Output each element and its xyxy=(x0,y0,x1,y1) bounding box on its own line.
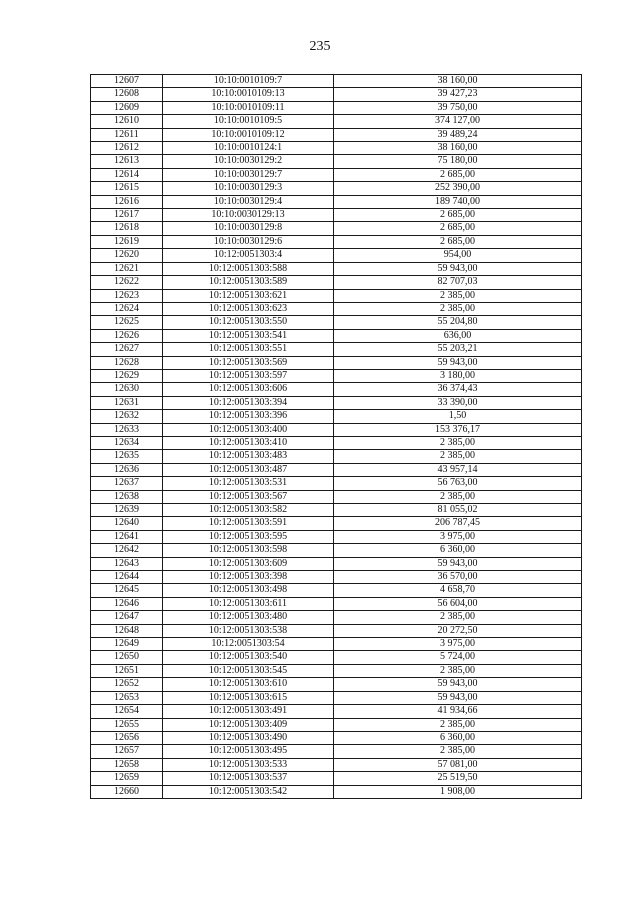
table-row xyxy=(91,772,582,785)
table-row xyxy=(91,142,582,155)
cadastral-number-cell: 10:12:0051303:609 xyxy=(163,557,334,570)
table-row xyxy=(91,584,582,597)
table-row xyxy=(91,235,582,248)
table-row xyxy=(91,651,582,664)
amount-cell: 2 385,00 xyxy=(334,745,582,758)
table-row xyxy=(91,195,582,208)
cadastral-number-cell: 10:12:0051303:595 xyxy=(163,530,334,543)
amount-cell: 2 385,00 xyxy=(334,490,582,503)
row-number-cell: 12612 xyxy=(91,142,163,155)
table-row xyxy=(91,490,582,503)
table-row xyxy=(91,75,582,88)
cadastral-number-cell: 10:12:0051303:550 xyxy=(163,316,334,329)
table-row xyxy=(91,356,582,369)
table-row xyxy=(91,182,582,195)
cadastral-number-cell: 10:12:0051303:495 xyxy=(163,745,334,758)
amount-cell: 25 519,50 xyxy=(334,772,582,785)
table-row xyxy=(91,436,582,449)
table-row xyxy=(91,88,582,101)
row-number-cell: 12644 xyxy=(91,571,163,584)
cadastral-number-cell: 10:10:0030129:6 xyxy=(163,235,334,248)
page-number: 235 xyxy=(309,39,331,54)
row-number-cell: 12613 xyxy=(91,155,163,168)
cadastral-number-cell: 10:10:0030129:4 xyxy=(163,195,334,208)
amount-cell: 39 750,00 xyxy=(334,101,582,114)
amount-cell: 59 943,00 xyxy=(334,691,582,704)
table-row xyxy=(91,705,582,718)
amount-cell: 59 943,00 xyxy=(334,356,582,369)
table-row xyxy=(91,249,582,262)
table-row xyxy=(91,396,582,409)
row-number-cell: 12642 xyxy=(91,544,163,557)
amount-cell: 57 081,00 xyxy=(334,758,582,771)
cadastral-number-cell: 10:12:0051303:487 xyxy=(163,463,334,476)
amount-cell: 2 385,00 xyxy=(334,289,582,302)
row-number-cell: 12614 xyxy=(91,168,163,181)
cadastral-number-cell: 10:10:0010109:7 xyxy=(163,75,334,88)
table-row xyxy=(91,477,582,490)
amount-cell: 206 787,45 xyxy=(334,517,582,530)
cadastral-number-cell: 10:12:0051303:540 xyxy=(163,651,334,664)
row-number-cell: 12618 xyxy=(91,222,163,235)
table-row xyxy=(91,544,582,557)
table-row xyxy=(91,276,582,289)
row-number-cell: 12617 xyxy=(91,209,163,222)
table-row xyxy=(91,745,582,758)
row-number-cell: 12645 xyxy=(91,584,163,597)
amount-cell: 2 685,00 xyxy=(334,168,582,181)
row-number-cell: 12622 xyxy=(91,276,163,289)
row-number-cell: 12639 xyxy=(91,504,163,517)
amount-cell: 4 658,70 xyxy=(334,584,582,597)
amount-cell: 2 385,00 xyxy=(334,664,582,677)
amount-cell: 2 685,00 xyxy=(334,235,582,248)
amount-cell: 954,00 xyxy=(334,249,582,262)
cadastral-number-cell: 10:12:0051303:533 xyxy=(163,758,334,771)
amount-cell: 189 740,00 xyxy=(334,195,582,208)
cadastral-number-cell: 10:12:0051303:537 xyxy=(163,772,334,785)
table-row xyxy=(91,316,582,329)
table-row xyxy=(91,758,582,771)
cadastral-number-cell: 10:12:0051303:531 xyxy=(163,477,334,490)
row-number-cell: 12632 xyxy=(91,410,163,423)
table-row xyxy=(91,463,582,476)
row-number-cell: 12646 xyxy=(91,597,163,610)
table-row xyxy=(91,718,582,731)
amount-cell: 2 385,00 xyxy=(334,611,582,624)
cadastral-number-cell: 10:12:0051303:400 xyxy=(163,423,334,436)
amount-cell: 3 180,00 xyxy=(334,369,582,382)
amount-cell: 38 160,00 xyxy=(334,75,582,88)
row-number-cell: 12629 xyxy=(91,369,163,382)
cadastral-number-cell: 10:12:0051303:569 xyxy=(163,356,334,369)
cadastral-number-cell: 10:10:0030129:8 xyxy=(163,222,334,235)
row-number-cell: 12628 xyxy=(91,356,163,369)
amount-cell: 252 390,00 xyxy=(334,182,582,195)
cadastral-number-cell: 10:12:0051303:582 xyxy=(163,504,334,517)
cadastral-number-cell: 10:12:0051303:615 xyxy=(163,691,334,704)
table-row xyxy=(91,664,582,677)
cadastral-number-cell: 10:12:0051303:398 xyxy=(163,571,334,584)
cadastral-number-cell: 10:12:0051303:483 xyxy=(163,450,334,463)
amount-cell: 55 204,80 xyxy=(334,316,582,329)
amount-cell: 56 604,00 xyxy=(334,597,582,610)
table-row xyxy=(91,638,582,651)
cadastral-number-cell: 10:10:0010124:1 xyxy=(163,142,334,155)
cadastral-number-cell: 10:12:0051303:491 xyxy=(163,705,334,718)
cadastral-number-cell: 10:12:0051303:394 xyxy=(163,396,334,409)
table-row xyxy=(91,302,582,315)
amount-cell: 36 570,00 xyxy=(334,571,582,584)
table-row xyxy=(91,115,582,128)
amount-cell: 59 943,00 xyxy=(334,557,582,570)
table-row xyxy=(91,504,582,517)
table-row xyxy=(91,785,582,798)
amount-cell: 39 489,24 xyxy=(334,128,582,141)
cadastral-number-cell: 10:12:0051303:598 xyxy=(163,544,334,557)
cadastral-number-cell: 10:10:0030129:2 xyxy=(163,155,334,168)
cadastral-number-cell: 10:12:0051303:54 xyxy=(163,638,334,651)
amount-cell: 636,00 xyxy=(334,329,582,342)
row-number-cell: 12659 xyxy=(91,772,163,785)
table-row xyxy=(91,209,582,222)
table-row xyxy=(91,624,582,637)
table-row xyxy=(91,611,582,624)
row-number-cell: 12620 xyxy=(91,249,163,262)
row-number-cell: 12631 xyxy=(91,396,163,409)
amount-cell: 2 385,00 xyxy=(334,302,582,315)
table-row xyxy=(91,369,582,382)
amount-cell: 39 427,23 xyxy=(334,88,582,101)
amount-cell: 374 127,00 xyxy=(334,115,582,128)
amount-cell: 20 272,50 xyxy=(334,624,582,637)
row-number-cell: 12634 xyxy=(91,436,163,449)
amount-cell: 59 943,00 xyxy=(334,262,582,275)
cadastral-number-cell: 10:12:0051303:606 xyxy=(163,383,334,396)
row-number-cell: 12626 xyxy=(91,329,163,342)
row-number-cell: 12623 xyxy=(91,289,163,302)
row-number-cell: 12656 xyxy=(91,731,163,744)
amount-cell: 2 385,00 xyxy=(334,450,582,463)
amount-cell: 59 943,00 xyxy=(334,678,582,691)
cadastral-number-cell: 10:10:0010109:12 xyxy=(163,128,334,141)
registry-table-body xyxy=(91,75,582,799)
row-number-cell: 12630 xyxy=(91,383,163,396)
row-number-cell: 12650 xyxy=(91,651,163,664)
amount-cell: 75 180,00 xyxy=(334,155,582,168)
table-row xyxy=(91,517,582,530)
cadastral-number-cell: 10:12:0051303:621 xyxy=(163,289,334,302)
row-number-cell: 12643 xyxy=(91,557,163,570)
cadastral-number-cell: 10:12:0051303:551 xyxy=(163,343,334,356)
table-row xyxy=(91,731,582,744)
cadastral-number-cell: 10:10:0030129:7 xyxy=(163,168,334,181)
cadastral-number-cell: 10:12:0051303:545 xyxy=(163,664,334,677)
amount-cell: 36 374,43 xyxy=(334,383,582,396)
row-number-cell: 12621 xyxy=(91,262,163,275)
amount-cell: 2 385,00 xyxy=(334,436,582,449)
table-row xyxy=(91,155,582,168)
row-number-cell: 12640 xyxy=(91,517,163,530)
amount-cell: 1 908,00 xyxy=(334,785,582,798)
amount-cell: 2 685,00 xyxy=(334,209,582,222)
amount-cell: 2 685,00 xyxy=(334,222,582,235)
amount-cell: 38 160,00 xyxy=(334,142,582,155)
table-row xyxy=(91,343,582,356)
cadastral-number-cell: 10:12:0051303:591 xyxy=(163,517,334,530)
cadastral-number-cell: 10:12:0051303:410 xyxy=(163,436,334,449)
row-number-cell: 12657 xyxy=(91,745,163,758)
cadastral-number-cell: 10:12:0051303:597 xyxy=(163,369,334,382)
cadastral-number-cell: 10:12:0051303:498 xyxy=(163,584,334,597)
row-number-cell: 12636 xyxy=(91,463,163,476)
cadastral-number-cell: 10:12:0051303:396 xyxy=(163,410,334,423)
cadastral-number-cell: 10:12:0051303:611 xyxy=(163,597,334,610)
amount-cell: 1,50 xyxy=(334,410,582,423)
cadastral-number-cell: 10:10:0010109:5 xyxy=(163,115,334,128)
cadastral-number-cell: 10:12:0051303:490 xyxy=(163,731,334,744)
row-number-cell: 12654 xyxy=(91,705,163,718)
amount-cell: 33 390,00 xyxy=(334,396,582,409)
amount-cell: 6 360,00 xyxy=(334,544,582,557)
row-number-cell: 12649 xyxy=(91,638,163,651)
table-row xyxy=(91,597,582,610)
row-number-cell: 12619 xyxy=(91,235,163,248)
table-row xyxy=(91,410,582,423)
row-number-cell: 12652 xyxy=(91,678,163,691)
table-row xyxy=(91,101,582,114)
table-row xyxy=(91,222,582,235)
cadastral-number-cell: 10:12:0051303:538 xyxy=(163,624,334,637)
table-row xyxy=(91,571,582,584)
row-number-cell: 12616 xyxy=(91,195,163,208)
row-number-cell: 12607 xyxy=(91,75,163,88)
table-row xyxy=(91,450,582,463)
row-number-cell: 12610 xyxy=(91,115,163,128)
row-number-cell: 12609 xyxy=(91,101,163,114)
table-row xyxy=(91,678,582,691)
row-number-cell: 12633 xyxy=(91,423,163,436)
cadastral-number-cell: 10:12:0051303:588 xyxy=(163,262,334,275)
table-row xyxy=(91,383,582,396)
table-row xyxy=(91,168,582,181)
registry-table xyxy=(90,74,582,799)
row-number-cell: 12651 xyxy=(91,664,163,677)
table-row xyxy=(91,128,582,141)
cadastral-number-cell: 10:12:0051303:623 xyxy=(163,302,334,315)
amount-cell: 5 724,00 xyxy=(334,651,582,664)
row-number-cell: 12624 xyxy=(91,302,163,315)
table-row xyxy=(91,691,582,704)
row-number-cell: 12615 xyxy=(91,182,163,195)
row-number-cell: 12647 xyxy=(91,611,163,624)
table-row xyxy=(91,423,582,436)
row-number-cell: 12638 xyxy=(91,490,163,503)
row-number-cell: 12660 xyxy=(91,785,163,798)
cadastral-number-cell: 10:12:0051303:542 xyxy=(163,785,334,798)
table-row xyxy=(91,262,582,275)
row-number-cell: 12658 xyxy=(91,758,163,771)
row-number-cell: 12611 xyxy=(91,128,163,141)
amount-cell: 82 707,03 xyxy=(334,276,582,289)
amount-cell: 43 957,14 xyxy=(334,463,582,476)
cadastral-number-cell: 10:12:0051303:480 xyxy=(163,611,334,624)
amount-cell: 55 203,21 xyxy=(334,343,582,356)
table-row xyxy=(91,530,582,543)
amount-cell: 6 360,00 xyxy=(334,731,582,744)
table-row xyxy=(91,329,582,342)
row-number-cell: 12625 xyxy=(91,316,163,329)
cadastral-number-cell: 10:12:0051303:567 xyxy=(163,490,334,503)
cadastral-number-cell: 10:12:0051303:409 xyxy=(163,718,334,731)
cadastral-number-cell: 10:10:0010109:11 xyxy=(163,101,334,114)
cadastral-number-cell: 10:12:0051303:541 xyxy=(163,329,334,342)
amount-cell: 153 376,17 xyxy=(334,423,582,436)
table-row xyxy=(91,289,582,302)
row-number-cell: 12653 xyxy=(91,691,163,704)
amount-cell: 3 975,00 xyxy=(334,530,582,543)
cadastral-number-cell: 10:12:0051303:610 xyxy=(163,678,334,691)
row-number-cell: 12635 xyxy=(91,450,163,463)
amount-cell: 41 934,66 xyxy=(334,705,582,718)
table-row xyxy=(91,557,582,570)
cadastral-number-cell: 10:12:0051303:4 xyxy=(163,249,334,262)
row-number-cell: 12608 xyxy=(91,88,163,101)
row-number-cell: 12627 xyxy=(91,343,163,356)
cadastral-number-cell: 10:10:0030129:3 xyxy=(163,182,334,195)
row-number-cell: 12641 xyxy=(91,530,163,543)
amount-cell: 56 763,00 xyxy=(334,477,582,490)
amount-cell: 81 055,02 xyxy=(334,504,582,517)
row-number-cell: 12637 xyxy=(91,477,163,490)
cadastral-number-cell: 10:12:0051303:589 xyxy=(163,276,334,289)
cadastral-number-cell: 10:10:0030129:13 xyxy=(163,209,334,222)
amount-cell: 2 385,00 xyxy=(334,718,582,731)
row-number-cell: 12648 xyxy=(91,624,163,637)
cadastral-number-cell: 10:10:0010109:13 xyxy=(163,88,334,101)
row-number-cell: 12655 xyxy=(91,718,163,731)
amount-cell: 3 975,00 xyxy=(334,638,582,651)
